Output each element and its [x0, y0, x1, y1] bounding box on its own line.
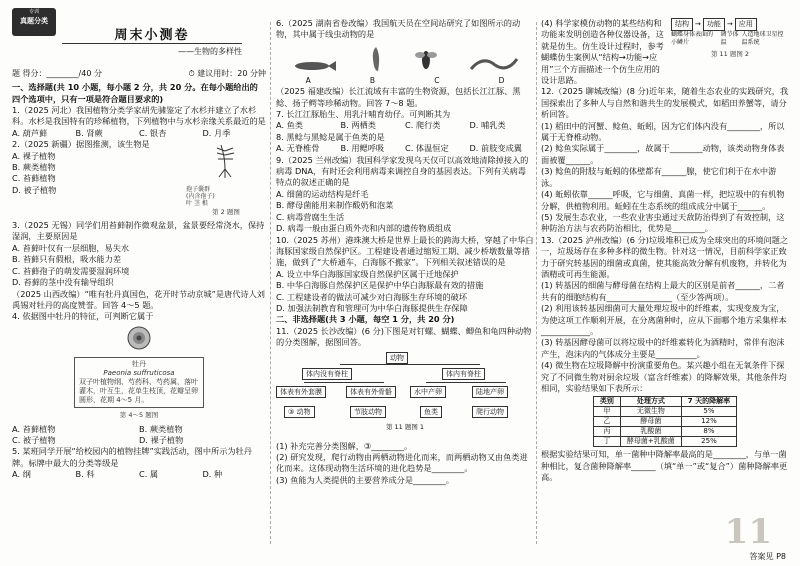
tree-node: 体内有脊柱 — [442, 368, 485, 380]
table-cell: 8% — [681, 427, 736, 437]
question-2-block — [12, 139, 266, 220]
plant-latin-name: Paeonia suffruticosa — [103, 369, 175, 378]
options-q4 — [12, 424, 266, 435]
flow-step: 功能 — [703, 18, 725, 31]
table-row — [593, 417, 736, 427]
option: C. 体温恒定 — [405, 143, 449, 154]
flow-step: 结构 — [671, 18, 693, 31]
question-11-part-4: (4) 科学家模仿动物的某些结构和功能来发明创造各种仪器设备，这就是仿生。仿生设计过程时，参考蝴蝶仿生案例从“结构→功能→应用”三个方面描述一个仿生应用的设计思路。 — [541, 18, 664, 86]
question-12-part-3: (3) 鲶鱼的附肢与蚯蚓的体壁都有______腺，使它们利于在水中游泳。 — [541, 166, 777, 188]
option: C. 病毒营腐生生活 — [276, 211, 345, 222]
option: D. 加强法制教育和管理可为中华白海豚提供生存保障 — [276, 302, 468, 313]
column-divider — [270, 22, 271, 544]
fig-label: 孢子囊群 — [186, 185, 211, 193]
score-field: 题 得分：________/40 分 — [12, 68, 102, 78]
option: B. 肾蕨 — [75, 127, 103, 138]
table-header: 类别 — [593, 397, 620, 407]
table-header-row — [593, 397, 736, 407]
option: C. 工程建设者的做法可减少对白海豚生存环境的破坏 — [276, 291, 468, 302]
zebrafish-icon — [292, 59, 338, 73]
option: D. 病毒一般由蛋白质外壳和内部的遗传物质组成 — [276, 223, 452, 234]
figure-caption: 第 2 题图 — [212, 207, 240, 216]
question-13: 13.（2025 泸州改编）(6 分)垃圾堆积已成为全球突出的环境问题之一，垃圾场存在多种多样的微生物。针对这一情况，目前科学家正致力于研究转基因的细菌或真菌，使其能高效分解有机废物，并转化为酒精或可再生能源。 — [541, 234, 789, 279]
table-cell: 甲 — [593, 407, 620, 417]
nematode-icon — [469, 53, 519, 73]
header — [62, 30, 242, 58]
table-row — [593, 427, 736, 437]
option: D. 苔藓的茎中没有输导组织 — [12, 277, 114, 288]
tree-line — [340, 364, 480, 365]
option: A. 细菌的运动结构是纤毛 — [276, 188, 369, 199]
tree-node: 节肢动物 — [350, 406, 386, 418]
table-row — [593, 407, 736, 417]
fern-icon — [203, 141, 249, 181]
question-13-part-3: (3) 转基因酵母菌可以将垃圾中的纤维素转化为酒精时，常伴有泡沫产生，泡沫内的气体成分主要是__________。 — [541, 337, 785, 359]
option: A — [305, 75, 311, 85]
option: A. 苔藓叶仅有一层细胞，易失水 — [12, 242, 130, 253]
tree-node: 体内没有脊柱 — [302, 368, 352, 380]
fruit-fly-icon — [414, 45, 438, 73]
peony-figure — [12, 325, 266, 422]
badge-top-text: 专训 — [28, 9, 39, 15]
tree-node: 鱼类 — [420, 406, 442, 418]
question-12-part-2: (2) 鲶鱼实际属于________，故属于________动物，该类动物身体表面被覆______。 — [541, 143, 785, 165]
question-4: 4. 依据图中牡丹的特征，可判断它属于 — [12, 311, 154, 322]
tree-node: 爬行动物 — [472, 406, 508, 418]
option: A. 苔藓植物 — [12, 423, 56, 434]
option: D. 月季 — [202, 127, 231, 138]
classification-tree — [276, 352, 534, 438]
options-q1 — [12, 128, 266, 139]
option: B. 酵母菌能用来制作酸奶和泡菜 — [276, 200, 394, 211]
option: A. 葫芦藓 — [12, 127, 48, 138]
question-12-part-1: (1) 稻田中的河蟹、鲶鱼、蚯蚓，因为它们体内没有________，所以属于无脊椎动物。 — [541, 120, 785, 143]
table-cell: 酵母菌 — [620, 417, 681, 427]
option: B. 用鳃呼吸 — [340, 143, 385, 154]
table-cell: 12% — [681, 417, 736, 427]
question-11-part-1: (1) 补充完善分类图解，③________。 — [276, 440, 413, 451]
question-8: 8. 黑鲶与黑鲶是属于鱼类的是 — [276, 131, 385, 142]
options-q5 — [12, 469, 266, 480]
question-12: 12.（2025 聊城改编）(8 分)近年来，随着生态农业的实践研究，我国探索出了多种人与自然和谐共生的发展模式，如稻田养蟹等，请分析回答。 — [541, 86, 789, 120]
flow-step: 应用 — [735, 18, 757, 31]
option: B — [369, 75, 376, 85]
question-7-8-intro: （2025 福建改编）长江流域有丰富的生物资源，包括长江江豚、黑鲶、扬子鳄等珍稀动物。回答 7～8 题。 — [276, 86, 521, 108]
flow-diagram: 结构 → 功能 → 应用 — [671, 18, 789, 31]
option: D. 被子植物 — [12, 184, 57, 195]
table-cell: 丁 — [593, 437, 620, 447]
option: A. 纲 — [12, 469, 31, 480]
flow-detail-item: 蝴蝶身体表面的小鳞片 — [671, 31, 714, 47]
question-12-part-4: (4) 蚯蚓依靠______呼吸，它与细菌、真菌一样，把垃圾中的有机物分解，供植物利用。蚯蚓在生态系统的组成成分中属于______。 — [541, 189, 785, 211]
option: C — [434, 75, 440, 85]
column-1 — [12, 18, 266, 481]
tree-node: 体表有外骨骼 — [346, 386, 396, 398]
option: A. 裸子植物 — [12, 150, 56, 161]
table-cell: 5% — [681, 407, 736, 417]
figure-caption: 第 11 题图 2 — [710, 50, 750, 59]
table-cell: 无微生物 — [620, 407, 681, 417]
tree-node: 陆地产卵 — [472, 386, 508, 398]
option: C. 爬行类 — [405, 120, 441, 131]
option: D. 种 — [202, 469, 223, 480]
tree-line — [304, 382, 384, 383]
time-suggestion: ⏱ 建议用时：20 分钟 — [188, 68, 266, 78]
option: A. 设立中华白海豚国家级自然保护区属于迁地保护 — [276, 268, 459, 279]
page-title: 周末小测卷 — [62, 30, 242, 44]
tree-node-root: 动物 — [386, 352, 408, 364]
table-cell: 乳酸菌 — [620, 427, 681, 437]
option: B. 中华白海豚自然保护区是保护中华白海豚最有效的措施 — [276, 280, 484, 291]
question-1: 1.（2025 河北）我国植物分类学家胡先骕鉴定了水杉并建立了水杉科。水杉是我国特有的珍稀植物，下列植物中与水杉亲缘关系最近的是 — [12, 105, 266, 127]
fig-label: 茎 — [193, 199, 200, 207]
flow-detail-item: 人造地球卫星控温系统 — [741, 31, 784, 47]
options-q7 — [276, 120, 534, 131]
plant-name: 牡丹 — [132, 360, 146, 369]
option: B. 蕨类植物 — [139, 423, 183, 434]
table-header: 7 天的降解率 — [681, 397, 736, 407]
table-cell: 乙 — [593, 417, 620, 427]
flow-detail-item: 调节体温 — [720, 31, 739, 47]
column-divider — [536, 22, 537, 544]
figure-caption: 第 4～5 题图 — [119, 411, 159, 420]
plant-description: 双子叶植物纲、芍药科、芍药属，落叶灌木，叶互生，花单生枝顶，花瓣呈卵圆形，花期 4～5 月。 — [79, 378, 198, 405]
option: A. 鱼类 — [276, 120, 304, 131]
tree-node: 水中产卵 — [410, 386, 446, 398]
page-footer: 答案见 P8 — [749, 552, 786, 561]
table-header: 处理方式 — [620, 397, 681, 407]
question-6: 6.（2025 湖南省卷改编）我国航天员在空间站研究了如图所示的动物，其中属于线虫动物的是 — [276, 18, 521, 40]
table-cell: 酵母菌+乳酸菌 — [620, 437, 681, 447]
q6-option-labels — [276, 75, 534, 86]
planarian-icon — [369, 45, 383, 73]
option: D — [498, 75, 505, 85]
question-13-part-5: 根据实验结果可知，单一菌种中降解率最高的是________，与单一菌种相比，复合菌种降解率______（填“单一”或“复合”）菌种降解率更高。 — [541, 449, 788, 483]
fern-figure — [186, 141, 266, 218]
option: B. 科 — [75, 469, 95, 480]
option: C. 苔藓植物 — [12, 173, 56, 184]
section-heading: 一、选择题(共 10 小题，每小题 2 分，共 20 分。在每小题给出的四个选项中，只有一项是符合题目要求的) — [12, 82, 258, 104]
tree-line — [426, 382, 506, 383]
table-cell: 25% — [681, 437, 736, 447]
question-9: 9.（2025 兰州改编）我国科学家发现乌天仅可以高效地清除掉接入的病毒 DNA，有时还会利用病毒来调控自身的基因表达。下列有关病毒特点的叙述正确的是 — [276, 154, 529, 188]
option: C. 被子植物 — [12, 434, 56, 445]
plant-label-card — [74, 357, 204, 408]
option: D. 哺乳类 — [469, 120, 506, 131]
fig-label: 叶 — [186, 199, 193, 207]
figure-caption: 第 11 题图 1 — [385, 422, 425, 431]
table-cell: 丙 — [593, 427, 620, 437]
option: B. 苔藓只有假根，吸水能力差 — [12, 254, 122, 265]
q6-animal-figures — [276, 43, 534, 73]
question-3: 3.（2025 无锡）同学们用苔藓制作微观盆景，盆景要经常浇水，保持湿润，主要原因是 — [12, 220, 265, 242]
fig-label: 根 — [201, 199, 208, 207]
question-7: 7. 长江江豚胎生、用乳汁哺育幼仔。可判断其为 — [276, 109, 451, 120]
option: B. 蕨类植物 — [12, 162, 56, 173]
meta-row — [12, 68, 266, 79]
column-3 — [541, 18, 789, 484]
flow-detail — [671, 31, 789, 47]
option: D. 前肢变成翼 — [469, 143, 522, 154]
question-11-part-2: (2) 研究发现，爬行动物由两栖动物进化而来，而两栖动物又由鱼类进化而来。这体现动物生活环境的进化趋势是________。 — [276, 451, 528, 474]
tree-node: 体表有外套膜 — [276, 386, 326, 398]
question-11: 11.（2025 长沙改编）(6 分)下图是对钉螺、蝴蝶、鲫鱼和龟四种动物的分类图解，据图回答。 — [276, 325, 532, 348]
option: C. 属 — [139, 469, 159, 480]
options-q4 — [12, 435, 266, 446]
question-13-part-2: (2) 利用该转基因细菌可大量处理垃圾中的纤维素，实现变废为宝，为使这项工作顺利开展，在分离菌种时，应从下面哪个地方采集样本____________。 — [541, 303, 787, 336]
option: B. 两栖类 — [340, 120, 376, 131]
question-4-5-intro: （2025 山西改编）“唯有牡丹真国色，花开时节动京城”是唐代诗人刘禹锡对牡丹的高度赞誉。回答 4～5 题。 — [12, 288, 265, 310]
page-subtitle: ——生物的多样性 — [178, 47, 242, 57]
option: C. 银杏 — [139, 127, 167, 138]
peony-flower-icon — [116, 325, 162, 351]
question-11-part-4-block — [541, 18, 789, 86]
question-13-part-1: (1) 转基因的细菌与酵母菌在结构上最大的区别是前者______，二者共有的细胞结构有________________（至少答两项）。 — [541, 280, 785, 302]
question-12-part-5: (5) 发展生态农业，一些农业害虫通过天敌防治得到了有效控制，这种防治方法与农药防治相比，优势是________。 — [541, 211, 785, 234]
section-heading: 二、非选择题(共 3 小题，每空 1 分，共 20 分) — [276, 314, 455, 325]
tree-node: ③ 动物 — [284, 406, 315, 418]
biomimicry-figure — [671, 18, 789, 86]
question-5: 5. 某班同学开展“给校园内的植物挂牌”实践活动，图中所示为牡丹牌。标牌中最大的分类等级是 — [12, 446, 252, 468]
column-2 — [276, 18, 534, 486]
option: C. 苔藓孢子的萌发需要湿润环境 — [12, 265, 130, 276]
option: A. 无脊椎骨 — [276, 143, 320, 154]
question-13-part-4: (4) 微生物在垃圾降解中扮演重要角色。某兴趣小组在无氧条件下探究了不同微生物对厨余垃圾（富含纤维素）的降解效果，其他条件均相同，实验结果如下表所示： — [541, 360, 787, 393]
results-table — [593, 396, 737, 447]
question-2: 2.（2025 新疆）据图推测，该生物是 — [12, 139, 150, 150]
option: D. 裸子植物 — [139, 434, 184, 445]
badge-text: 真题分类 — [20, 17, 48, 25]
question-11-part-3: (3) 鱼能为人类提供的主要营养成分是________。 — [276, 474, 454, 485]
question-10: 10.（2025 苏州）港珠澳大桥是世界上最长的跨海大桥，穿越了中华白海豚国家级自然保护区。工程建设者通过缩短工期、减少桥墩数量等措施，做到了“大桥通车，白海豚不搬家”。下列相关叙述错误的是 — [276, 234, 534, 268]
fig-label: (内含孢子) — [186, 192, 215, 200]
options-q8 — [276, 143, 534, 154]
table-row — [593, 437, 736, 447]
watermark: 11 — [724, 512, 772, 552]
